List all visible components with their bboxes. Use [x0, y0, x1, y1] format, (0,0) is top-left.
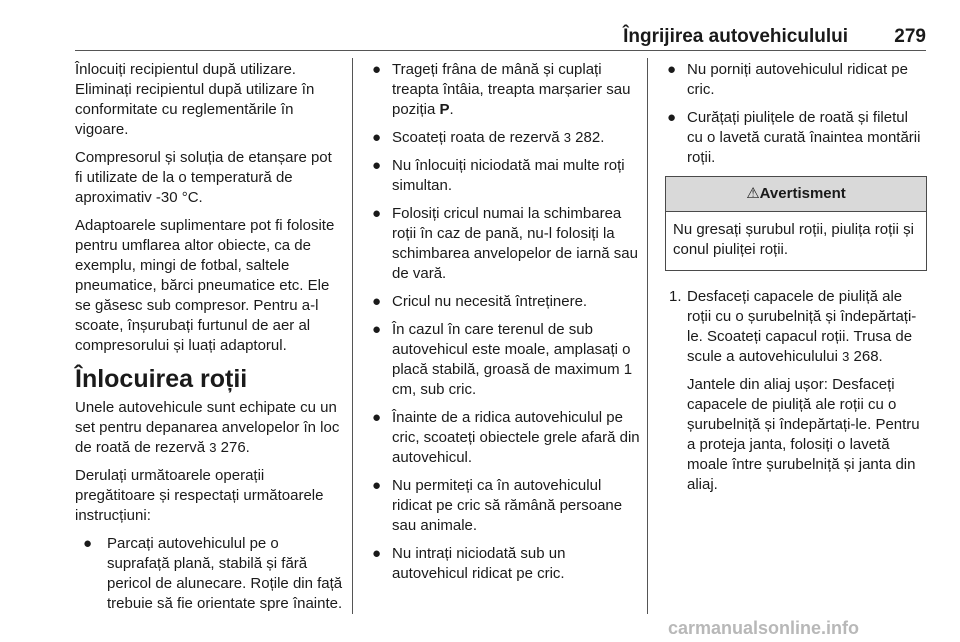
page-header: [75, 26, 926, 50]
paragraph: Unele autovehicule sunt echipate cu un set pentru depanarea anvelopelor în loc de roată de rezervă 3 276.: [75, 399, 340, 456]
list-item: ● Nu înlocuiți niciodată mai multe roți simultan.: [372, 157, 625, 194]
step-note: Jantele din aliaj ușor: Desfaceți capacele de piuliță ale roții cu o șurubelniță și îndepărtați-le. Pentru a proteja janta, folosiți o lavetă moale între șurubelniță și janta din aliaj.: [687, 376, 920, 493]
paragraph: Compresorul și soluția de etanșare pot fi utilizate de la o temperatură de aproximativ -30 °C.: [75, 149, 332, 206]
list-item: ● Nu porniți autovehiculul ridicat pe cric.: [667, 61, 908, 98]
warning-header: [666, 177, 926, 212]
warning-icon: ⚠: [746, 185, 760, 202]
list-item: ● Trageți frâna de mână și cuplați treapta întâia, treapta marșarier sau poziția P.: [372, 61, 631, 118]
page-number: 279: [894, 26, 926, 47]
bullet-icon: ●: [372, 477, 382, 494]
bullet-icon: ●: [372, 157, 382, 174]
bullet-icon: ●: [667, 61, 677, 78]
section-title: Îngrijirea autovehiculului: [623, 26, 848, 47]
step-number: 1.: [669, 288, 682, 305]
list-item: 1. Desfaceți capacele de piuliță ale roții cu o șurubelniță și îndepărtați-le. Scoateți capacul roții. Trusa de scule a autovehiculului 3 268. Jantele din aliaj ușor: Desfaceți capacele de piuliță ale roții cu o șurubelniță și îndepărtați-le. Pentru a proteja janta, folosiți o lavetă moale între șurubelniță și janta din aliaj.: [665, 287, 927, 495]
watermark: carmanualsonline.info: [668, 618, 860, 638]
column-2: [370, 60, 640, 592]
bullet-icon: ●: [372, 205, 382, 222]
bullet-icon: ●: [83, 535, 93, 552]
column-1: [75, 60, 343, 622]
bullet-icon: ●: [372, 293, 382, 310]
bullet-icon: ●: [372, 321, 382, 338]
page-reference[interactable]: 276.: [220, 439, 250, 456]
column-3: [665, 60, 927, 495]
paragraph: Derulați următoarele operații pregătitoare și respectați următoarele instrucțiuni:: [75, 467, 324, 524]
paragraph: Adaptoarele suplimentare pot fi folosite pentru umflarea altor obiecte, ca de exemplu, mingi de fotbal, saltele pneumatice, bărci pneumatice etc. Ele se găsesc sub compresor. Pentru a-l scoate, înșurubați furtunul de aer al compresorului și luați adaptorul.: [75, 217, 335, 354]
header-divider: [75, 50, 926, 51]
bullet-icon: ●: [372, 61, 382, 78]
page-reference[interactable]: 268.: [853, 348, 883, 365]
page-reference-icon: 3: [842, 349, 850, 364]
page-reference-icon: 3: [209, 440, 217, 455]
column-divider-2: [647, 58, 648, 614]
bullet-icon: ●: [372, 545, 382, 562]
bullet-list: [665, 60, 927, 168]
list-item: ● Nu permiteți ca în autovehiculul ridicat pe cric să rămână persoane sau animale.: [372, 477, 623, 534]
list-item: ● În cazul în care terenul de sub autovehicul este moale, amplasați o placă stabilă, groasă de maximum 1 cm, sub cric.: [372, 321, 633, 398]
list-item: ● Cricul nu necesită întreținere.: [372, 293, 588, 310]
list-item: ● Înainte de a ridica autovehiculul pe cric, scoateți obiectele grele afară din autovehicul.: [372, 409, 640, 466]
bullet-icon: ●: [372, 129, 382, 146]
warning-title: Avertisment: [759, 185, 846, 202]
bullet-icon: ●: [372, 409, 382, 426]
list-item: ● Scoateți roata de rezervă 3 282.: [372, 129, 605, 146]
page-reference-icon: 3: [563, 130, 571, 145]
warning-box: [665, 176, 927, 271]
section-heading: Înlocuirea roții: [75, 365, 248, 393]
list-item: ● Parcați autovehiculul pe o suprafață plană, stabilă și fără pericol de alunecare. Roțile din față trebuie să fie orientate spre înainte.: [83, 535, 343, 612]
list-item: ● Folosiți cricul numai la schimbarea roții în caz de pană, nu-l folosiți la schimbarea anvelopelor de iarnă sau de vară.: [372, 205, 638, 282]
page-reference[interactable]: 282.: [575, 129, 605, 146]
bullet-list: [370, 60, 640, 584]
list-item: ● Curățați piulițele de roată și filetul cu o lavetă curată înaintea montării roții.: [667, 109, 921, 166]
numbered-list: [665, 287, 927, 495]
column-divider-1: [352, 58, 353, 614]
paragraph: Înlocuiți recipientul după utilizare. Eliminați recipientul după utilizare în conformitate cu reglementările în vigoare.: [75, 61, 315, 138]
bullet-list: [75, 534, 343, 614]
bullet-icon: ●: [667, 109, 677, 126]
warning-text: Nu gresați șurubul roții, piulița roții și conul piuliței roții.: [673, 221, 914, 258]
list-item: ● Nu intrați niciodată sub un autovehicul ridicat pe cric.: [372, 545, 566, 582]
